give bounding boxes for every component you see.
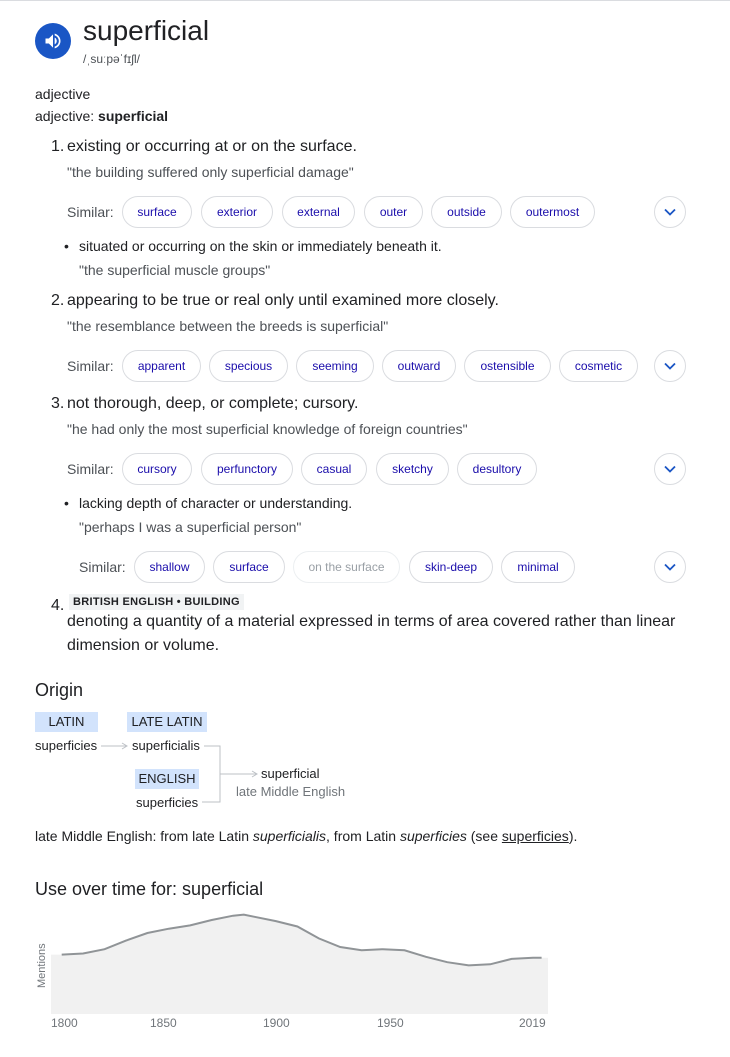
origin-word: superficies xyxy=(136,795,199,810)
similar-chip[interactable]: cursory xyxy=(122,453,192,485)
subsense-definition: • lacking depth of character or understanding. xyxy=(79,495,352,511)
similar-chip[interactable]: exterior xyxy=(201,196,273,228)
similar-chip[interactable]: surface xyxy=(122,196,192,228)
similar-label: Similar: xyxy=(67,204,114,220)
origin-result-word: superficial xyxy=(261,766,320,781)
sense-definition: not thorough, deep, or complete; cursory. xyxy=(67,395,359,412)
similar-chip[interactable]: outermost xyxy=(510,196,595,228)
similar-label: Similar: xyxy=(79,559,126,575)
sense-number: 2. xyxy=(51,292,65,309)
origin-word: superficialis xyxy=(132,738,200,753)
similar-chip[interactable]: seeming xyxy=(296,350,374,382)
subsense-definition: • situated or occurring on the skin or immediately beneath it. xyxy=(79,238,442,254)
similar-chip[interactable]: external xyxy=(282,196,355,228)
sense-number: 3. xyxy=(51,395,65,412)
x-tick-label: 1900 xyxy=(263,1016,290,1030)
similar-chip[interactable]: desultory xyxy=(457,453,537,485)
origin-language-tag: LATE LATIN xyxy=(127,712,207,732)
superficies-link[interactable]: superficies xyxy=(501,828,569,844)
similar-chip[interactable]: minimal xyxy=(501,551,575,583)
sense-number: 4. xyxy=(51,597,65,614)
part-of-speech: adjective xyxy=(35,86,91,102)
similar-label: Similar: xyxy=(67,358,114,374)
sense-number: 1. xyxy=(51,138,65,155)
similar-chip[interactable]: outward xyxy=(382,350,456,382)
origin-language-tag: ENGLISH xyxy=(135,769,199,789)
similar-chip[interactable]: skin-deep xyxy=(409,551,493,583)
similar-chip[interactable]: perfunctory xyxy=(201,453,293,485)
sense-example: "the resemblance between the breeds is superficial" xyxy=(67,318,389,334)
x-tick-label: 1950 xyxy=(377,1016,404,1030)
sense-definition: denoting a quantity of a material expressed in terms of area covered rather than linear dimension or volume. xyxy=(67,613,676,654)
usage-chart xyxy=(51,906,548,1014)
similar-chip[interactable]: surface xyxy=(213,551,285,583)
sense-definition: existing or occurring at or on the surface. xyxy=(67,138,357,155)
similar-chip[interactable]: sketchy xyxy=(376,453,449,485)
chart-y-label: Mentions xyxy=(36,943,48,988)
origin-result-period: late Middle English xyxy=(236,784,346,799)
sense-example: "he had only the most superficial knowledge of foreign countries" xyxy=(67,421,468,437)
origin-language-tag: LATIN xyxy=(35,712,98,732)
subsense-example: "the superficial muscle groups" xyxy=(79,262,271,278)
sense-example: "the building suffered only superficial damage" xyxy=(67,164,354,180)
similar-chip[interactable]: ostensible xyxy=(464,350,551,382)
usage-tag: BRITISH ENGLISH • BUILDING xyxy=(69,594,244,610)
subsense-example: "perhaps I was a superficial person" xyxy=(79,519,302,535)
origin-text: late Middle English: from late Latin superficialis, from Latin superficies (see superficies). xyxy=(35,828,578,844)
x-tick-label: 1800 xyxy=(51,1016,78,1030)
usage-heading: Use over time for: superficial xyxy=(35,879,264,899)
phonetic-spelling: /ˌsuːpəˈfɪʃl/ xyxy=(83,52,140,66)
similar-chip[interactable]: outside xyxy=(431,196,502,228)
similar-chip[interactable]: specious xyxy=(209,350,288,382)
similar-chip[interactable]: casual xyxy=(301,453,367,485)
similar-chip[interactable]: shallow xyxy=(134,551,205,583)
similar-label: Similar: xyxy=(67,461,114,477)
origin-word: superficies xyxy=(35,738,98,753)
x-tick-label: 2019 xyxy=(519,1016,546,1030)
similar-chip[interactable]: apparent xyxy=(122,350,201,382)
x-tick-label: 1850 xyxy=(150,1016,177,1030)
origin-heading: Origin xyxy=(35,680,84,700)
part-of-speech-full: adjective: superficial xyxy=(35,108,169,124)
headword: superficial xyxy=(83,15,210,46)
similar-chip[interactable]: cosmetic xyxy=(559,350,638,382)
sense-definition: appearing to be true or real only until examined more closely. xyxy=(67,292,499,309)
similar-chip-disabled: on the surface xyxy=(293,551,400,583)
similar-chip[interactable]: outer xyxy=(364,196,423,228)
